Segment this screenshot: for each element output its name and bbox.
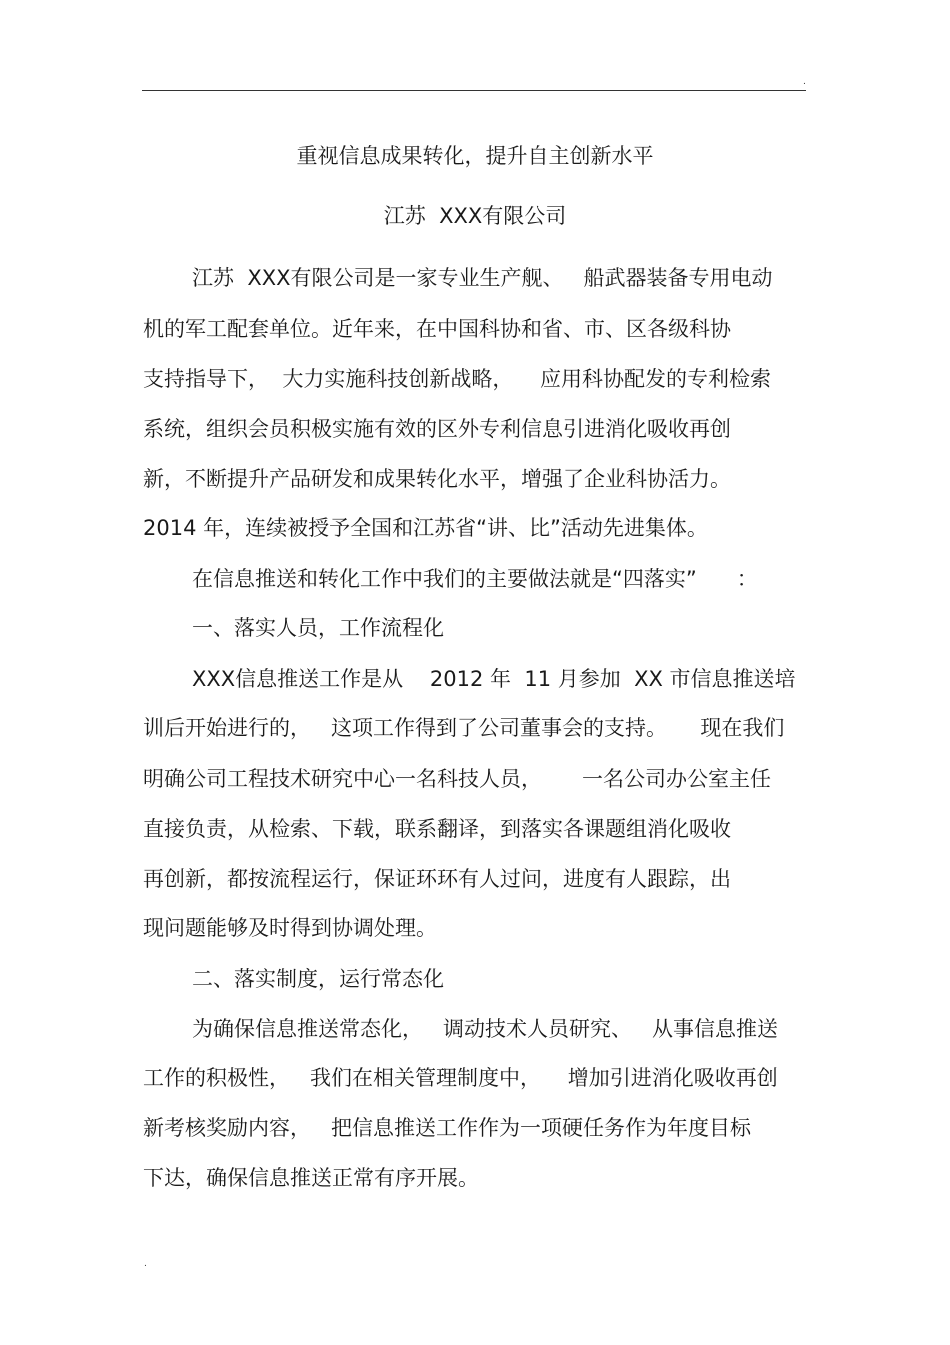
paragraph-line: 新考核奖励内容， 把信息推送工作作为一项硬任务作为年度目标 [143, 1116, 752, 1140]
paragraph-line: 训后开始进行的， 这项工作得到了公司董事会的支持。 现在我们 [143, 716, 785, 740]
paragraph-line: 支持指导下， 大力实施科技创新战略， 应用科协配发的专利检索 [143, 367, 772, 391]
section-heading: 一、落实人员，工作流程化 [192, 616, 444, 640]
document-title: 重视信息成果转化，提升自主创新水平 [296, 144, 654, 168]
paragraph-line: 2014 年，连续被授予全国和江苏省“讲、比”活动先进集体。 [143, 516, 708, 540]
header-dot-marker: . [803, 77, 806, 87]
paragraph-line: 机的军工配套单位。近年来，在中国科协和省、市、区各级科协 [143, 317, 731, 341]
section-heading: 二、落实制度，运行常态化 [192, 967, 444, 991]
paragraph-line: 明确公司工程技术研究中心一名科技人员， 一名公司办公室主任 [143, 767, 772, 791]
header-rule [142, 90, 806, 91]
paragraph-line: 现问题能够及时得到协调处理。 [143, 916, 437, 940]
paragraph-line: 下达，确保信息推送正常有序开展。 [143, 1166, 479, 1190]
company-name: 江苏 XXX有限公司 [383, 204, 567, 228]
paragraph-line: XXX信息推送工作是从 2012 年 11 月参加 XX 市信息推送培 [192, 667, 796, 691]
paragraph-line: 新，不断提升产品研发和成果转化水平，增强了企业科协活力。 [143, 467, 731, 491]
paragraph-line: 再创新，都按流程运行，保证环环有人过问，进度有人跟踪，出 [143, 867, 731, 891]
paragraph-line: 系统，组织会员积极实施有效的区外专利信息引进消化吸收再创 [143, 417, 731, 441]
footer-dot-marker: . [144, 1259, 147, 1269]
paragraph-line: 江苏 XXX有限公司是一家专业生产舰、 船武器装备专用电动 [192, 266, 773, 290]
paragraph-line: 为确保信息推送常态化， 调动技术人员研究、 从事信息推送 [192, 1017, 779, 1041]
paragraph-line: 直接负责，从检索、下载，联系翻译，到落实各课题组消化吸收 [143, 817, 731, 841]
paragraph-line: 在信息推送和转化工作中我们的主要做法就是“四落实” ： [192, 567, 758, 591]
paragraph-line: 工作的积极性， 我们在相关管理制度中， 增加引进消化吸收再创 [143, 1066, 778, 1090]
